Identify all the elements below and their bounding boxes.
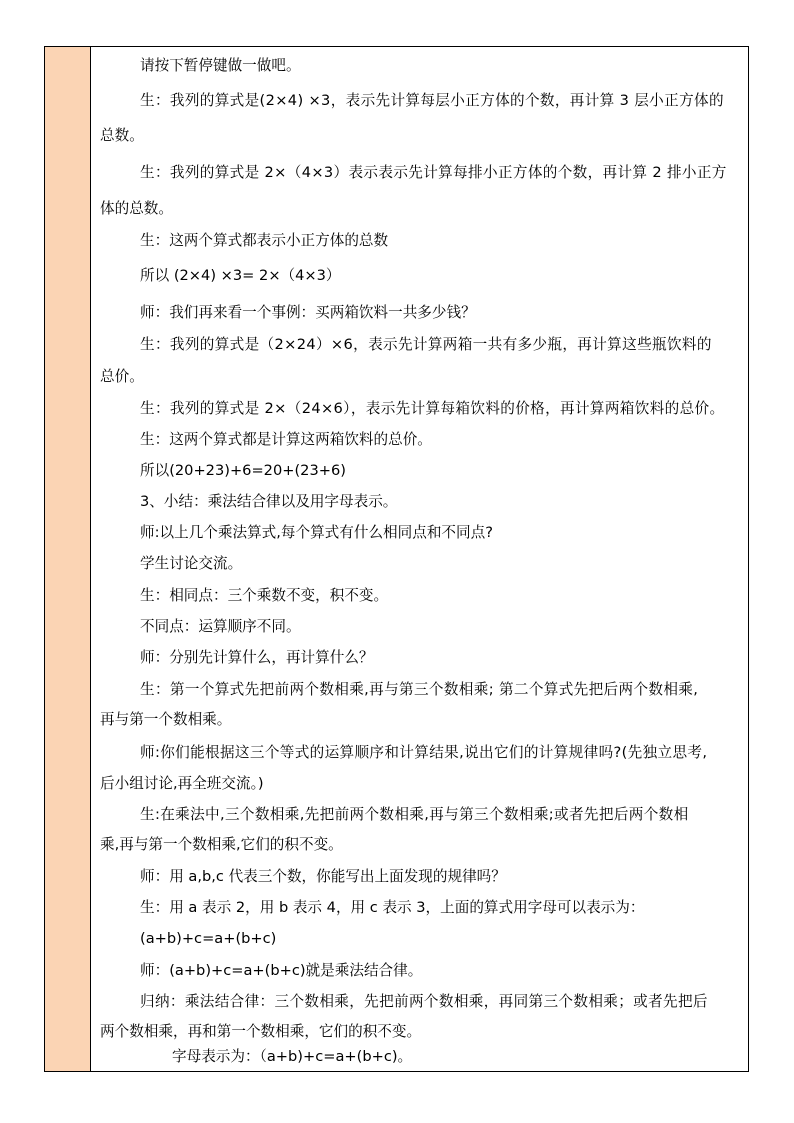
line-25: 乘,再与第一个数相乘,它们的积不变。 <box>100 836 343 853</box>
line-1: 请按下暂停键做一做吧。 <box>140 57 301 74</box>
line-28: (a+b)+c=a+(b+c) <box>140 930 277 947</box>
line-16: 学生讨论交流。 <box>140 555 243 572</box>
line-24: 生:在乘法中,三个数相乘,先把前两个数相乘,再与第三个数相乘;或者先把后两个数相 <box>140 806 689 823</box>
line-13: 所以(20+23)+6=20+(23+6) <box>140 462 346 479</box>
line-18: 不同点：运算顺序不同。 <box>140 618 301 635</box>
line-4: 生：我列的算式是 2×（4×3）表示表示先计算每排小正方体的个数，再计算 2 排小正方 <box>140 164 727 181</box>
line-5: 体的总数。 <box>100 200 173 217</box>
lesson-content-cell <box>91 47 748 1071</box>
line-23: 后小组讨论,再全班交流。) <box>100 775 264 792</box>
line-15: 师:以上几个乘法算式,每个算式有什么相同点和不同点? <box>140 524 493 541</box>
line-6: 生：这两个算式都表示小正方体的总数 <box>140 232 389 249</box>
line-30: 归纳：乘法结合律：三个数相乘，先把前两个数相乘，再同第三个数相乘；或者先把后 <box>140 993 708 1010</box>
left-shaded-column <box>45 47 91 1071</box>
line-14: 3、小结：乘法结合律以及用字母表示。 <box>140 493 398 510</box>
line-11: 生：我列的算式是 2×（24×6），表示先计算每箱饮料的价格，再计算两箱饮料的总价。 <box>140 400 725 417</box>
lesson-table <box>44 46 749 1072</box>
line-29: 师：(a+b)+c=a+(b+c)就是乘法结合律。 <box>140 962 423 979</box>
line-27: 生：用 a 表示 2，用 b 表示 4，用 c 表示 3，上面的算式用字母可以表示为： <box>140 899 645 916</box>
line-20: 生：第一个算式先把前两个数相乘,再与第三个数相乘; 第二个算式先把后两个数相乘, <box>140 681 699 698</box>
line-19: 师：分别先计算什么，再计算什么？ <box>140 649 374 666</box>
line-2: 生：我列的算式是(2×4) ×3，表示先计算每层小正方体的个数，再计算 3 层小正方体的 <box>140 92 724 109</box>
line-3: 总数。 <box>100 127 144 144</box>
line-32: 字母表示为：（a+b)+c=a+(b+c)。 <box>172 1048 413 1065</box>
line-8: 师：我们再来看一个事例：买两箱饮料一共多少钱？ <box>140 304 476 321</box>
line-26: 师：用 a,b,c 代表三个数，你能写出上面发现的规律吗？ <box>140 868 506 885</box>
line-17: 生：相同点：三个乘数不变，积不变。 <box>140 587 389 604</box>
line-12: 生：这两个算式都是计算这两箱饮料的总价。 <box>140 431 432 448</box>
line-9: 生：我列的算式是（2×24）×6，表示先计算两箱一共有多少瓶，再计算这些瓶饮料的 <box>140 336 712 353</box>
line-22: 师:你们能根据这三个等式的运算顺序和计算结果,说出它们的计算规律吗?(先独立思考, <box>140 744 708 761</box>
line-7: 所以 (2×4) ×3= 2×（4×3） <box>140 267 341 284</box>
line-10: 总价。 <box>100 368 144 385</box>
line-31: 两个数相乘，再和第一个数相乘，它们的积不变。 <box>100 1023 422 1040</box>
line-21: 再与第一个数相乘。 <box>100 711 232 728</box>
